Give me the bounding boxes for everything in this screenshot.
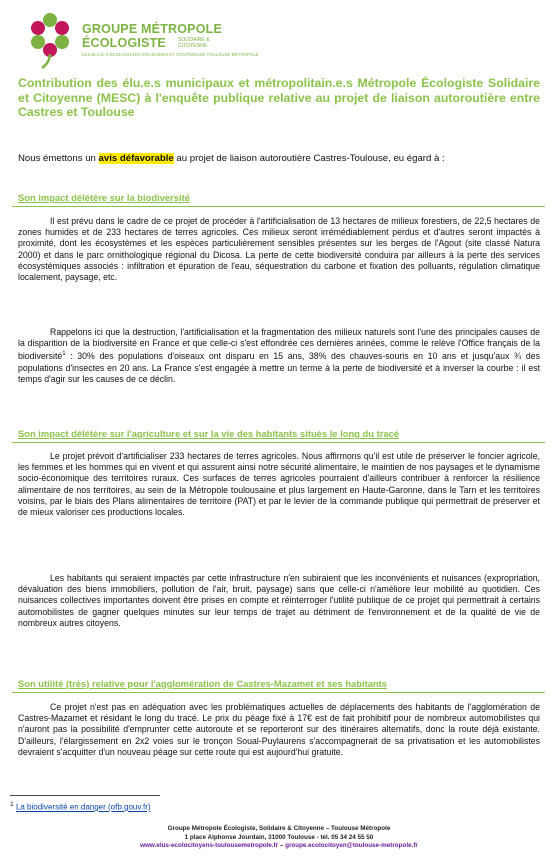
paragraph-agriculture-2: Les habitants qui seraient impactés par cette infrastructure n'en subiraient que les inconvénients et nuisances (expropriation, dévaluation des biens immobiliers, pollution de l'air, bruit, paysage) sans que celle-ci n'améliore leur mobilité au quotidien. Ces nuisances collectives importantes doivent être prises en compte et réinterroger l'utilité publique de ce projet qui permettrait à certains automobilistes de gagner quelques minutes sur leur temps de trajet au détriment de l'environnement et de la qualité de vie de nombreux autres citoyens.	[18, 573, 540, 628]
document-title: Contribution des élu.e.s municipaux et métropolitain.e.s Métropole Écologiste Solidaire et Citoyenne (MESC) à l'enquête publique relative au projet de liaison autoroutière entre Castres et Toulouse	[18, 76, 540, 120]
flower-logo-icon	[24, 10, 76, 70]
brand-name-line1: GROUPE MÉTROPOLE	[82, 22, 223, 36]
brand-tagline: SOLIDAIRE & CITOYENNE	[178, 37, 210, 49]
paragraph-biodiversity-1: Il est prévu dans le cadre de ce projet de procéder à l'artificialisation de 13 hectares de milieux forestiers, de 22,5 hectares de zones humides et de 233 hectares de terres agricoles. Ces milieux seront irrémédiablement perdus et d'autres seront impactés à proximité, dont les écosystèmes et les espèces particulièrement sensibles présentes sur les berges de l'Agout (site classé Natura 2000) et dans le parc ornithologique régional du Dicosa. La perte de cette biodiversité conduira par ailleurs à la perte des services écosystémiques associés : infiltration et épuration de l'eau, séquestration du carbone et fixation des polluants, régulation climatique localement, paysage, etc.	[18, 216, 540, 283]
paragraph-biodiversity-2: Rappelons ici que la destruction, l'artificialisation et la fragmentation des milieux naturels sont l'une des principales causes de la disparition de la biodiversité en France et que celle-ci s'est effondrée ces dernières années, comme le relève l'Office français de la biodiversité$^1$ : 30% des populations d'oiseaux ont disparu en 15 ans, 38% des chauves-souris en 10 ans et jusqu'aux ¾ des populations d'insectes en 20 ans. La France s'est engagée à mettre un terme à la perte de biodiversité et à inverser la courbe : il est temps d'agir sur les causes de ce déclin.	[18, 327, 540, 384]
paragraph-agriculture-1: Le projet prévoit d'artificialiser 233 hectares de terres agricoles. Nous affirmons qu'il est utile de préserver le foncier agricole, les femmes et les hommes qui en vivent et qui assurent ainsi notre sécurité alimentaire, le maintien de nos paysages et le dynamisme socio-économique des territoires ruraux. Ces surfaces de terres agricoles pourraient d'ailleurs contribuer à renforcer la résilience alimentaire de nos territoires, au sein de la Métropole toulousaine et plus largement en Haute-Garonne, dans le Tarn et les territoires voisins, par le biais des Plans alimentaires de territoire (PAT) et par le levier de la commande publique qui permettrait de préserver et de mieux valoriser ces productions locales.	[18, 451, 540, 518]
section-heading-utility: Son utilité (très) relative pour l'agglomération de Castres-Mazamet et ses habitants	[18, 678, 387, 689]
footer-separator: –	[278, 842, 286, 850]
intro-text-before: Nous émettons un	[18, 153, 99, 164]
footer-organization: Groupe Métropole Écologiste, Solidaire & Citoyenne – Toulouse Métropole	[167, 825, 391, 832]
brand-subtitle: LES ÉLU.E.S ÉCOLOGISTES SOLIDAIRES ET CITOYENS DE TOULOUSE MÉTROPOLE	[82, 52, 259, 57]
section-divider	[12, 442, 545, 443]
brand-name-line2: ÉCOLOGISTE	[82, 36, 166, 50]
footnote-marker: 1	[10, 801, 14, 808]
footnote-separator	[10, 795, 160, 796]
intro-sentence	[18, 153, 548, 164]
section-heading-biodiversity: Son impact délétère sur la biodiversité	[18, 192, 190, 203]
highlighted-verdict: avis défavorable	[98, 153, 174, 164]
footer-website-link[interactable]: www.elus-ecolocitoyens-toulousemetropole.fr	[140, 842, 279, 850]
footnote-reference: 1	[62, 351, 66, 358]
paragraph-utility-1: Ce projet n'est pas en adéquation avec les problématiques actuelles de déplacements des habitants de l'agglomération de Castres-Mazamet et résidant le long du tracé. Le prix du péage fixé à 17€ est de fait prohibitif pour de nombreux automobilistes qui n'auront pas la possibilité d'emprunter cette autoroute et se reporteront sur des itinéraires alternatifs, donc la route déjà existante. D'ailleurs, l'élargissement en 2x2 voies sur le tronçon Soual-Puylaurens s'accompagnerait de sa privatisation et les automobilistes devraient s'acquitter d'un nouveau péage sur cette route qui est aujourd'hui gratuite.	[18, 702, 540, 757]
footer-contacts	[0, 842, 558, 851]
page-footer	[0, 825, 558, 851]
footnote	[10, 801, 151, 812]
intro-text-after: au projet de liaison autoroutière Castres-Toulouse, eu égard à :	[173, 153, 445, 164]
section-heading-agriculture: Son impact délétère sur l'agriculture et sur la vie des habitants situés le long du tracé	[18, 428, 399, 439]
footnote-link[interactable]: La biodiversité en danger (ofb.gouv.fr)	[15, 802, 151, 812]
section-divider	[12, 206, 545, 207]
footer-address: 1 place Alphonse Jourdain, 31000 Toulouse - tél. 05 34 24 55 50	[184, 833, 374, 841]
group-logo	[24, 10, 354, 70]
section-divider	[12, 692, 545, 693]
footer-email-link[interactable]: groupe.ecolocitoyen@toulouse-metropole.fr	[285, 842, 418, 850]
